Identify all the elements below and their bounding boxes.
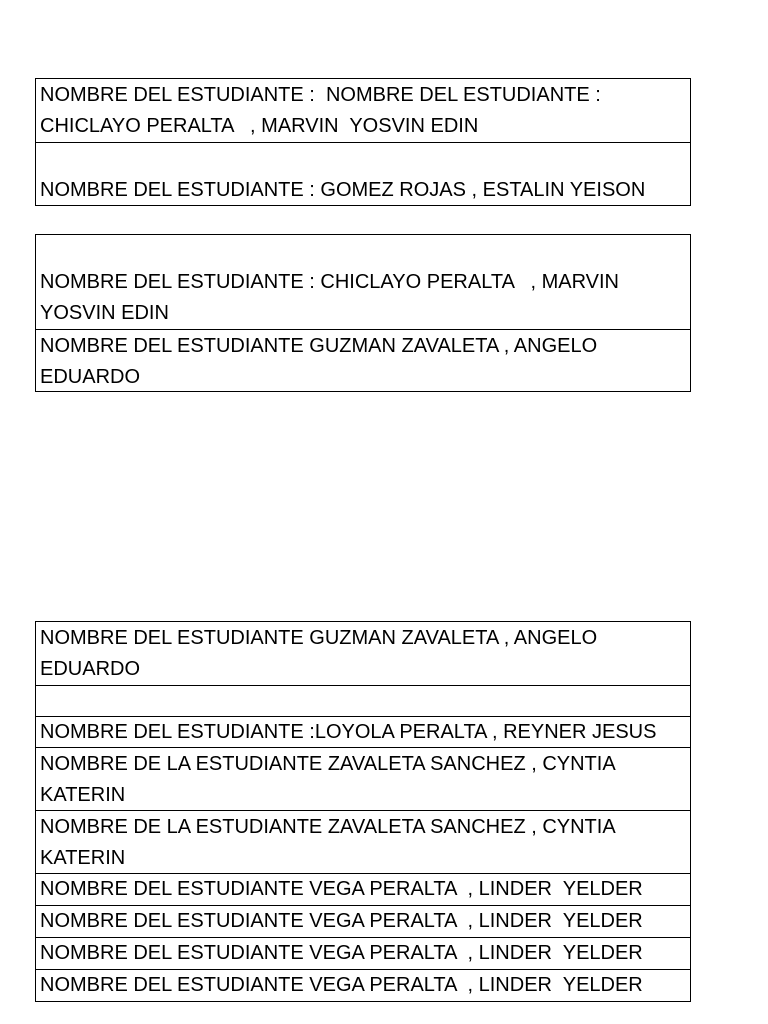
student-name-cell: NOMBRE DE LA ESTUDIANTE ZAVALETA SANCHEZ , CYNTIA KATERIN <box>36 810 690 873</box>
student-table-1 <box>35 78 691 206</box>
student-name-cell: NOMBRE DEL ESTUDIANTE VEGA PERALTA , LINDER YELDER <box>36 873 690 905</box>
student-name-cell: NOMBRE DEL ESTUDIANTE VEGA PERALTA , LINDER YELDER <box>36 905 690 937</box>
student-name-cell: NOMBRE DEL ESTUDIANTE GUZMAN ZAVALETA , ANGELO EDUARDO <box>36 329 690 391</box>
empty-cell <box>36 685 690 716</box>
student-name-cell: NOMBRE DEL ESTUDIANTE VEGA PERALTA , LINDER YELDER <box>36 937 690 969</box>
student-table-3 <box>35 621 691 1002</box>
student-table-2 <box>35 234 691 392</box>
student-name-cell: NOMBRE DE LA ESTUDIANTE ZAVALETA SANCHEZ , CYNTIA KATERIN <box>36 747 690 810</box>
student-name-cell: NOMBRE DEL ESTUDIANTE GUZMAN ZAVALETA , ANGELO EDUARDO <box>40 627 598 680</box>
student-name-cell: NOMBRE DEL ESTUDIANTE :LOYOLA PERALTA , REYNER JESUS <box>36 716 690 747</box>
student-name-cell: NOMBRE DEL ESTUDIANTE : NOMBRE DEL ESTUDIANTE : CHICLAYO PERALTA , MARVIN YOSVIN EDIN <box>40 84 601 137</box>
student-name-cell: NOMBRE DEL ESTUDIANTE : CHICLAYO PERALTA , MARVIN YOSVIN EDIN <box>40 271 620 324</box>
student-name-cell: NOMBRE DEL ESTUDIANTE : GOMEZ ROJAS , ESTALIN YEISON <box>36 142 690 205</box>
student-name-cell: NOMBRE DEL ESTUDIANTE VEGA PERALTA , LINDER YELDER <box>36 969 690 1001</box>
